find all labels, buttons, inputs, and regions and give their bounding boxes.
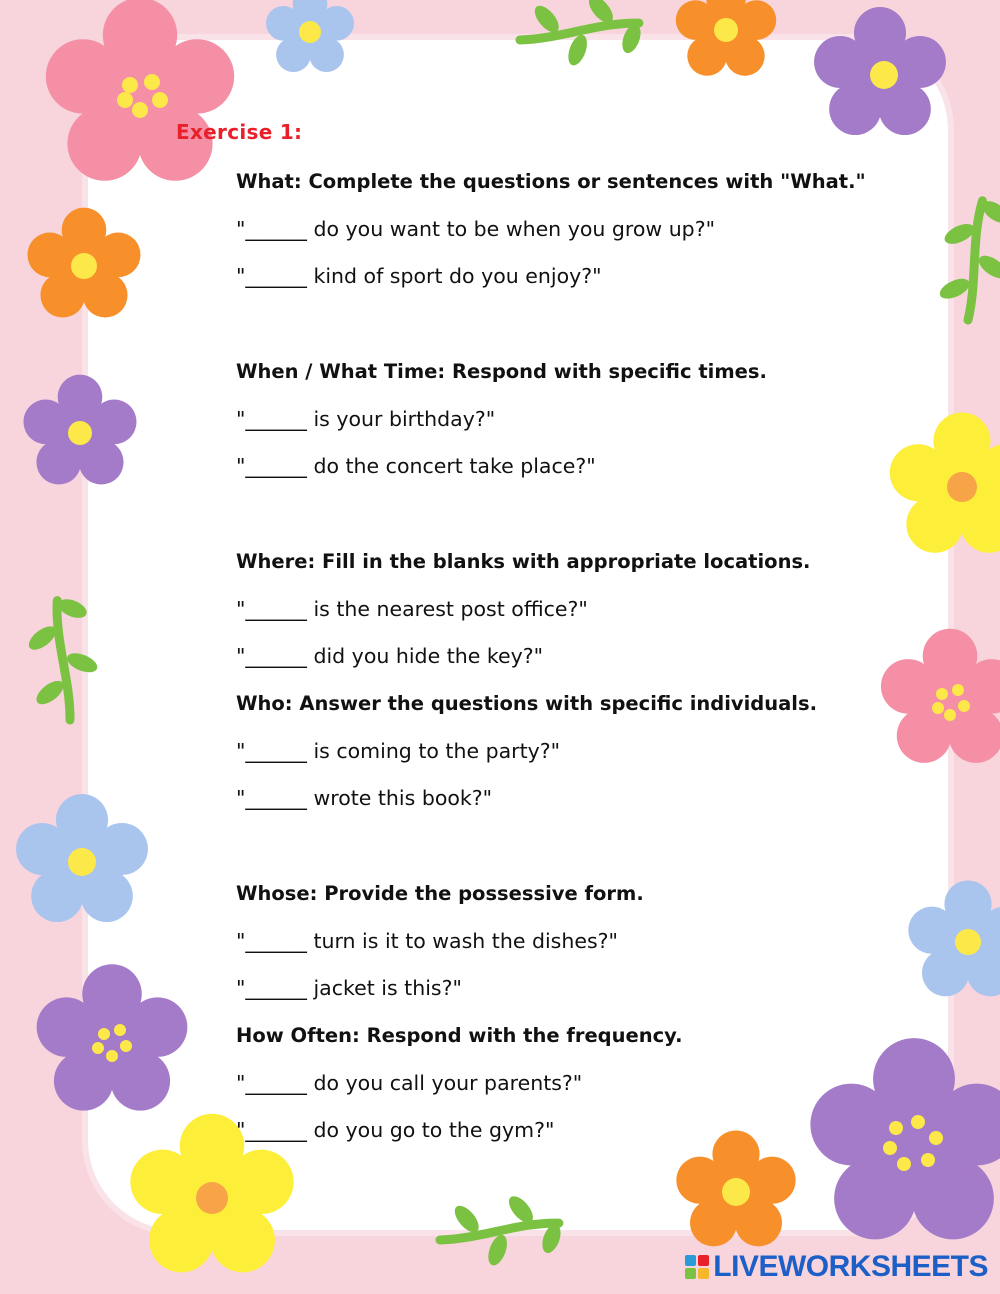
liveworksheets-logo-icon (685, 1255, 709, 1279)
question-item[interactable]: "______ did you hide the key?" (236, 644, 544, 668)
section-heading-what: What: Complete the questions or sentences with "What." (236, 170, 866, 193)
exercise-title: Exercise 1: (176, 120, 303, 144)
question-item[interactable]: "______ kind of sport do you enjoy?" (236, 264, 602, 288)
section-heading-whose: Whose: Provide the possessive form. (236, 882, 644, 905)
question-item[interactable]: "______ do you go to the gym?" (236, 1118, 555, 1142)
brand-name: LIVEWORKSHEETS (713, 1250, 988, 1283)
section-heading-who: Who: Answer the questions with specific individuals. (236, 692, 818, 715)
section-heading-where: Where: Fill in the blanks with appropriate locations. (236, 550, 811, 573)
question-item[interactable]: "______ wrote this book?" (236, 786, 493, 810)
section-heading-when: When / What Time: Respond with specific times. (236, 360, 767, 383)
question-item[interactable]: "______ turn is it to wash the dishes?" (236, 929, 618, 953)
question-item[interactable]: "______ do the concert take place?" (236, 454, 596, 478)
question-item[interactable]: "______ do you call your parents?" (236, 1071, 583, 1095)
question-item[interactable]: "______ is your birthday?" (236, 407, 496, 431)
question-item[interactable]: "______ is the nearest post office?" (236, 597, 588, 621)
section-heading-how-often: How Often: Respond with the frequency. (236, 1024, 683, 1047)
question-item[interactable]: "______ do you want to be when you grow up?" (236, 217, 716, 241)
liveworksheets-brand (685, 1250, 988, 1284)
question-item[interactable]: "______ jacket is this?" (236, 976, 462, 1000)
question-item[interactable]: "______ is coming to the party?" (236, 739, 561, 763)
